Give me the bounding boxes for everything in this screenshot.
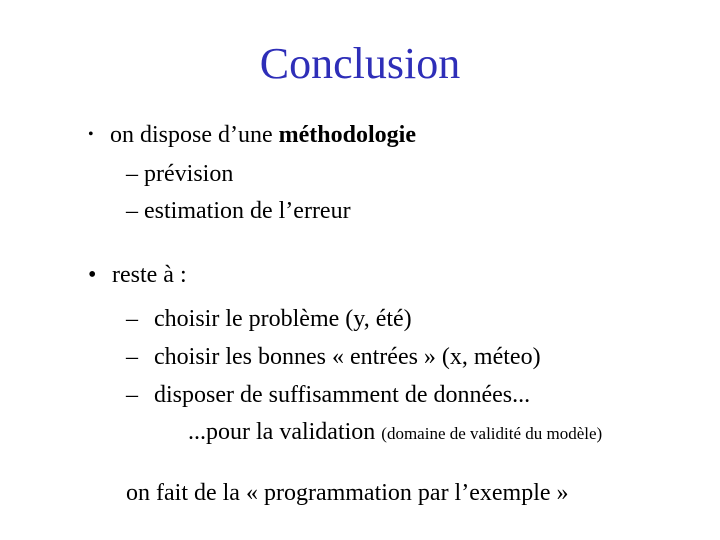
dash-icon: – [126,344,138,370]
sub-item-prevision: – prévision [126,161,234,187]
sub-item-text: disposer de suffisamment de données... [154,382,531,408]
bullet-text: reste à : [112,262,187,288]
bullet-icon: • [88,262,97,288]
bullet-emphasis: méthodologie [278,122,416,148]
continuation-text: ...pour la validation [188,419,382,445]
sub-item-entrees [126,342,541,372]
sub-item-text: choisir le problème (y, été) [154,306,412,332]
dash-icon: – [126,382,138,408]
slide-title: Conclusion [259,39,461,88]
continuation-validation [188,417,602,449]
dash-icon: – [126,306,138,332]
sub-item-probleme [126,304,412,334]
continuation-note: (domaine de validité du modèle) [381,424,603,443]
bullet-methodologie [88,120,416,150]
sub-item-donnees [126,380,530,410]
sub-item-estimation: – estimation de l’erreur [126,198,351,224]
closing-statement: on fait de la « programmation par l’exemple » [126,480,569,506]
bullet-text: on dispose d’une [110,122,279,148]
bullet-reste [88,260,187,290]
sub-item-text: choisir les bonnes « entrées » (x, méteo) [154,344,541,370]
bullet-icon: • [88,126,94,143]
